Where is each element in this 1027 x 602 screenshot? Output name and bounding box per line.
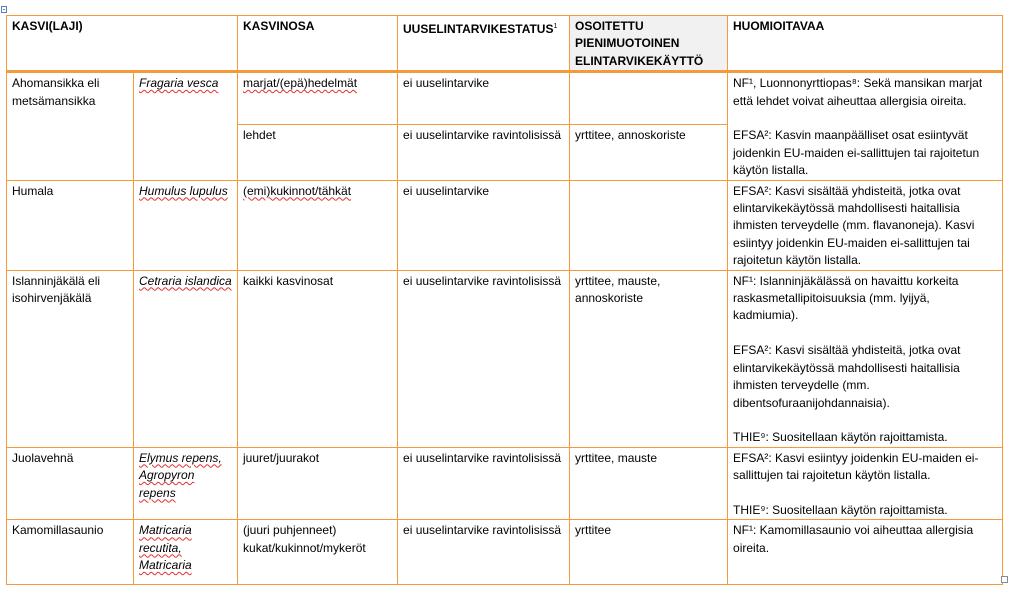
header-row <box>7 16 1003 72</box>
note-text: NF¹, Luonnonyrttiopas⁸: Sekä mansikan marjat että lehdet voivat aiheuttaa allergisia oireita. <box>733 76 983 108</box>
plant-part <box>238 180 398 270</box>
intended-use: yrttitee <box>570 520 728 585</box>
header-osoitettu: OSOITETTU PIENIMUOTOINEN ELINTARVIKEKÄYTTÖ <box>570 16 728 72</box>
header-kasvi: KASVI(LAJI) <box>7 16 238 72</box>
scientific-name <box>134 180 238 270</box>
notes <box>728 180 1003 270</box>
plant-name: Juolavehnä <box>7 447 134 520</box>
scientific-name-text: Humulus lupulus <box>139 183 228 198</box>
intended-use: yrttitee, mauste <box>570 447 728 520</box>
plant-table <box>6 15 1003 585</box>
note-text: NF¹: Kamomillasaunio voi aiheuttaa allergisia oireita. <box>733 523 974 555</box>
novel-food-status: ei uuselintarvike <box>398 72 570 125</box>
novel-food-status: ei uuselintarvike ravintolisissä <box>398 125 570 180</box>
plant-part: (juuri puhjenneet) kukat/kukinnot/mykeröt <box>238 520 398 585</box>
table-row <box>7 72 1003 125</box>
note-text: EFSA²: Kasvi esiintyy joidenkin EU-maiden ei-sallittujen tai rajoitetun käytön listalla. <box>733 450 979 483</box>
intended-use <box>570 72 728 125</box>
note-text: EFSA²: Kasvi sisältää yhdisteitä, jotka ovat elintarvikekäytössä mahdollisesti haitallisia ihmisten terveydelle (mm. flavanoneja). Kasvi esiintyy joidenkin EU-maiden ei-sallittujen tai rajoitetun käytön listalla. <box>733 183 975 268</box>
novel-food-status: ei uuselintarvike <box>398 180 570 270</box>
novel-food-status: ei uuselintarvike ravintolisissä <box>398 270 570 447</box>
note-text: THIE⁹: Suositellaan käytön rajoittamista. <box>733 430 948 445</box>
note-text: THIE⁹: Suositellaan käytön rajoittamista. <box>733 502 948 517</box>
plant-part: juuret/juurakot <box>238 447 398 520</box>
scientific-name-text: Matricaria recutita, Matricaria <box>139 523 192 573</box>
table-row <box>7 447 1003 520</box>
notes <box>728 72 1003 180</box>
table-move-handle-icon[interactable] <box>1 6 7 13</box>
plant-name: Ahomansikka eli metsämansikka <box>7 72 134 180</box>
header-huomioitavaa: HUOMIOITAVAA <box>728 16 1003 72</box>
plant-part: lehdet <box>238 125 398 180</box>
notes <box>728 447 1003 520</box>
notes <box>728 270 1003 447</box>
scientific-name-text: Cetraria islandica <box>139 273 232 288</box>
note-text: NF¹: Islanninjäkälässä on havaittu korkeita raskasmetallipitoisuuksia (mm. lyijyä, kadmiumia). <box>733 273 959 323</box>
header-uuselintarvikestatus <box>398 16 570 72</box>
header-kasvinosa: KASVINOSA <box>238 16 398 72</box>
table-row <box>7 180 1003 270</box>
table-row <box>7 520 1003 585</box>
plant-part: kaikki kasvinosat <box>238 270 398 447</box>
novel-food-status: ei uuselintarvike ravintolisissä <box>398 447 570 520</box>
plant-part-text: marjat/(epä)hedelmät <box>243 76 358 91</box>
scientific-name <box>134 520 238 585</box>
intended-use <box>570 180 728 270</box>
notes <box>728 520 1003 585</box>
intended-use: yrttitee, mauste, annoskoriste <box>570 270 728 447</box>
plant-name: Islanninjäkälä eli isohirvenjäkälä <box>7 270 134 447</box>
note-text: EFSA²: Kasvi sisältää yhdisteitä, jotka ovat elintarvikekäytössä mahdollisesti haitallisia ihmisten terveydelle (mm. dibentsofuraanijohdannaisia). <box>733 343 961 410</box>
table-resize-handle-icon[interactable] <box>1001 576 1008 583</box>
plant-name: Kamomillasaunio <box>7 520 134 585</box>
scientific-name <box>134 72 238 180</box>
note-text: EFSA²: Kasvin maanpäälliset osat esiintyvät joidenkin EU-maiden ei-sallittujen tai rajoitetun käytön listalla. <box>733 128 980 178</box>
scientific-name-text: Fragaria vesca <box>139 76 219 91</box>
header-uuselintarvikestatus-label: UUSELINTARVIKESTATUS <box>403 22 554 36</box>
plant-name: Humala <box>7 180 134 270</box>
table-row <box>7 270 1003 447</box>
scientific-name <box>134 447 238 520</box>
scientific-name-text: Elymus repens, Agropyron repens <box>139 450 222 500</box>
novel-food-status: ei uuselintarvike ravintolisissä <box>398 520 570 585</box>
plant-part-text: (emi)kukinnot/tähkät <box>243 183 352 198</box>
footnote-marker: 1 <box>553 23 558 30</box>
scientific-name <box>134 270 238 447</box>
intended-use: yrttitee, annoskoriste <box>570 125 728 180</box>
plant-part <box>238 72 398 125</box>
